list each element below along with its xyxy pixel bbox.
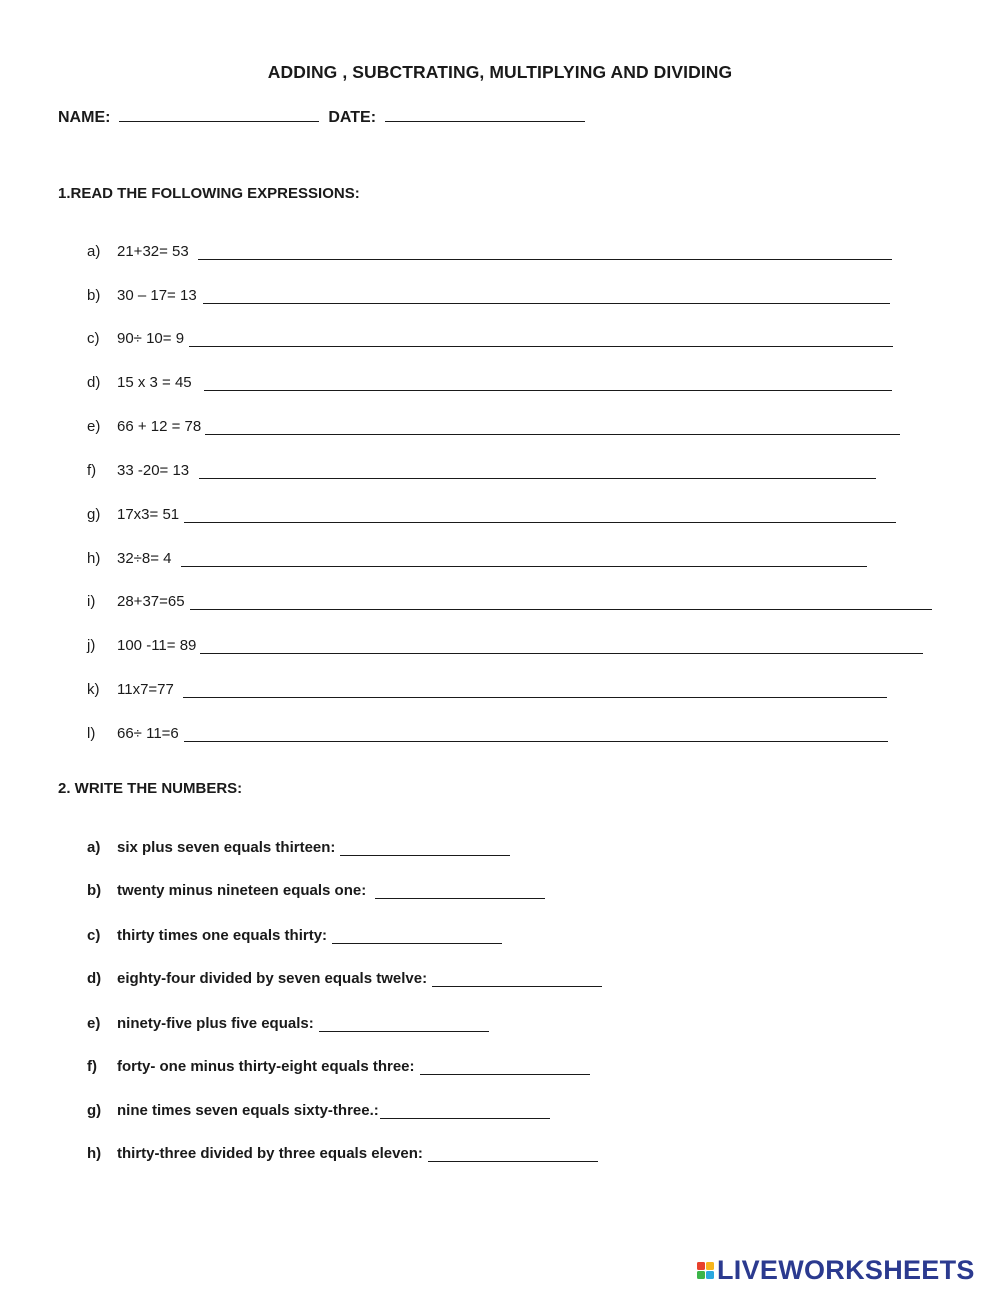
answer-line[interactable] <box>204 374 892 391</box>
section-1-heading: 1.READ THE FOLLOWING EXPRESSIONS: <box>58 185 360 202</box>
item-label: l) <box>87 725 96 742</box>
expression-text: 15 x 3 = 45 <box>117 374 192 391</box>
word-problem-row <box>87 1010 489 1032</box>
logo-block <box>697 1271 705 1279</box>
word-problem-text: forty- one minus thirty-eight equals three: <box>117 1058 415 1075</box>
logo-block <box>697 1262 705 1270</box>
liveworksheets-logo <box>697 1254 975 1286</box>
answer-line[interactable] <box>184 725 888 742</box>
expression-text: 66÷ 11=6 <box>117 725 179 742</box>
expression-text: 30 – 17= 13 <box>117 287 197 304</box>
logo-blocks-icon <box>697 1262 714 1279</box>
item-label: b) <box>87 882 102 899</box>
expression-row <box>87 369 892 391</box>
expression-row <box>87 588 932 610</box>
expression-row <box>87 720 888 742</box>
item-label: a) <box>87 839 101 856</box>
answer-line[interactable] <box>380 1102 550 1119</box>
word-problem-text: twenty minus nineteen equals one: <box>117 882 367 899</box>
item-label: h) <box>87 1145 102 1162</box>
answer-line[interactable] <box>203 287 890 304</box>
logo-block <box>706 1262 714 1270</box>
item-label: f) <box>87 462 97 479</box>
answer-line[interactable] <box>205 418 900 435</box>
expression-row <box>87 413 900 435</box>
item-label: g) <box>87 506 101 523</box>
answer-line[interactable] <box>319 1015 489 1032</box>
answer-line[interactable] <box>375 882 545 899</box>
word-problem-row <box>87 965 602 987</box>
answer-line[interactable] <box>428 1145 598 1162</box>
name-field[interactable] <box>119 106 319 122</box>
expression-text: 21+32= 53 <box>117 243 189 260</box>
item-label: k) <box>87 681 100 698</box>
expression-row <box>87 282 890 304</box>
expression-text: 11x7=77 <box>117 681 174 698</box>
answer-line[interactable] <box>340 839 510 856</box>
item-label: j) <box>87 637 96 654</box>
word-problem-row <box>87 1097 550 1119</box>
answer-line[interactable] <box>332 927 502 944</box>
word-problem-text: six plus seven equals thirteen: <box>117 839 336 856</box>
expression-text: 33 -20= 13 <box>117 462 190 479</box>
expression-text: 100 -11= 89 <box>117 637 197 654</box>
answer-line[interactable] <box>189 330 893 347</box>
expression-text: 17x3= 51 <box>117 506 180 523</box>
date-label: DATE: <box>328 109 377 126</box>
word-problem-text: ninety-five plus five equals: <box>117 1015 314 1032</box>
item-label: b) <box>87 287 101 304</box>
item-label: h) <box>87 550 101 567</box>
item-label: f) <box>87 1058 97 1075</box>
item-label: d) <box>87 970 102 987</box>
answer-line[interactable] <box>200 637 923 654</box>
item-label: a) <box>87 243 101 260</box>
logo-block <box>706 1271 714 1279</box>
word-problem-row <box>87 1140 598 1162</box>
expression-text: 28+37=65 <box>117 593 185 610</box>
item-label: i) <box>87 593 96 610</box>
expression-text: 32÷8= 4 <box>117 550 172 567</box>
answer-line[interactable] <box>181 550 867 567</box>
expression-row <box>87 325 893 347</box>
section-2-heading: 2. WRITE THE NUMBERS: <box>58 780 243 797</box>
expression-row <box>87 545 867 567</box>
answer-line[interactable] <box>198 243 892 260</box>
expression-row <box>87 676 887 698</box>
answer-line[interactable] <box>432 970 602 987</box>
answer-line[interactable] <box>199 462 876 479</box>
answer-line[interactable] <box>420 1058 590 1075</box>
word-problem-text: nine times seven equals sixty-three.: <box>117 1102 379 1119</box>
logo-text: LIVEWORKSHEETS <box>717 1254 975 1285</box>
item-label: g) <box>87 1102 102 1119</box>
expression-text: 90÷ 10= 9 <box>117 330 185 347</box>
expression-row <box>87 238 892 260</box>
word-problem-row <box>87 1053 590 1075</box>
item-label: e) <box>87 1015 101 1032</box>
word-problem-text: thirty times one equals thirty: <box>117 927 328 944</box>
name-date-line <box>58 106 590 127</box>
item-label: c) <box>87 927 101 944</box>
answer-line[interactable] <box>190 593 932 610</box>
word-problem-row <box>87 834 510 856</box>
word-problem-row <box>87 922 502 944</box>
word-problem-row <box>87 877 545 899</box>
expression-row <box>87 501 896 523</box>
expression-row <box>87 457 876 479</box>
item-label: d) <box>87 374 101 391</box>
worksheet-title: ADDING , SUBCTRATING, MULTIPLYING AND DIVIDING <box>267 62 733 82</box>
date-field[interactable] <box>385 106 585 122</box>
expression-text: 66 + 12 = 78 <box>117 418 202 435</box>
word-problem-text: eighty-four divided by seven equals twelve: <box>117 970 428 987</box>
answer-line[interactable] <box>183 681 887 698</box>
item-label: c) <box>87 330 100 347</box>
expression-row <box>87 632 923 654</box>
answer-line[interactable] <box>184 506 896 523</box>
item-label: e) <box>87 418 101 435</box>
name-label: NAME: <box>58 109 111 126</box>
word-problem-text: thirty-three divided by three equals eleven: <box>117 1145 423 1162</box>
